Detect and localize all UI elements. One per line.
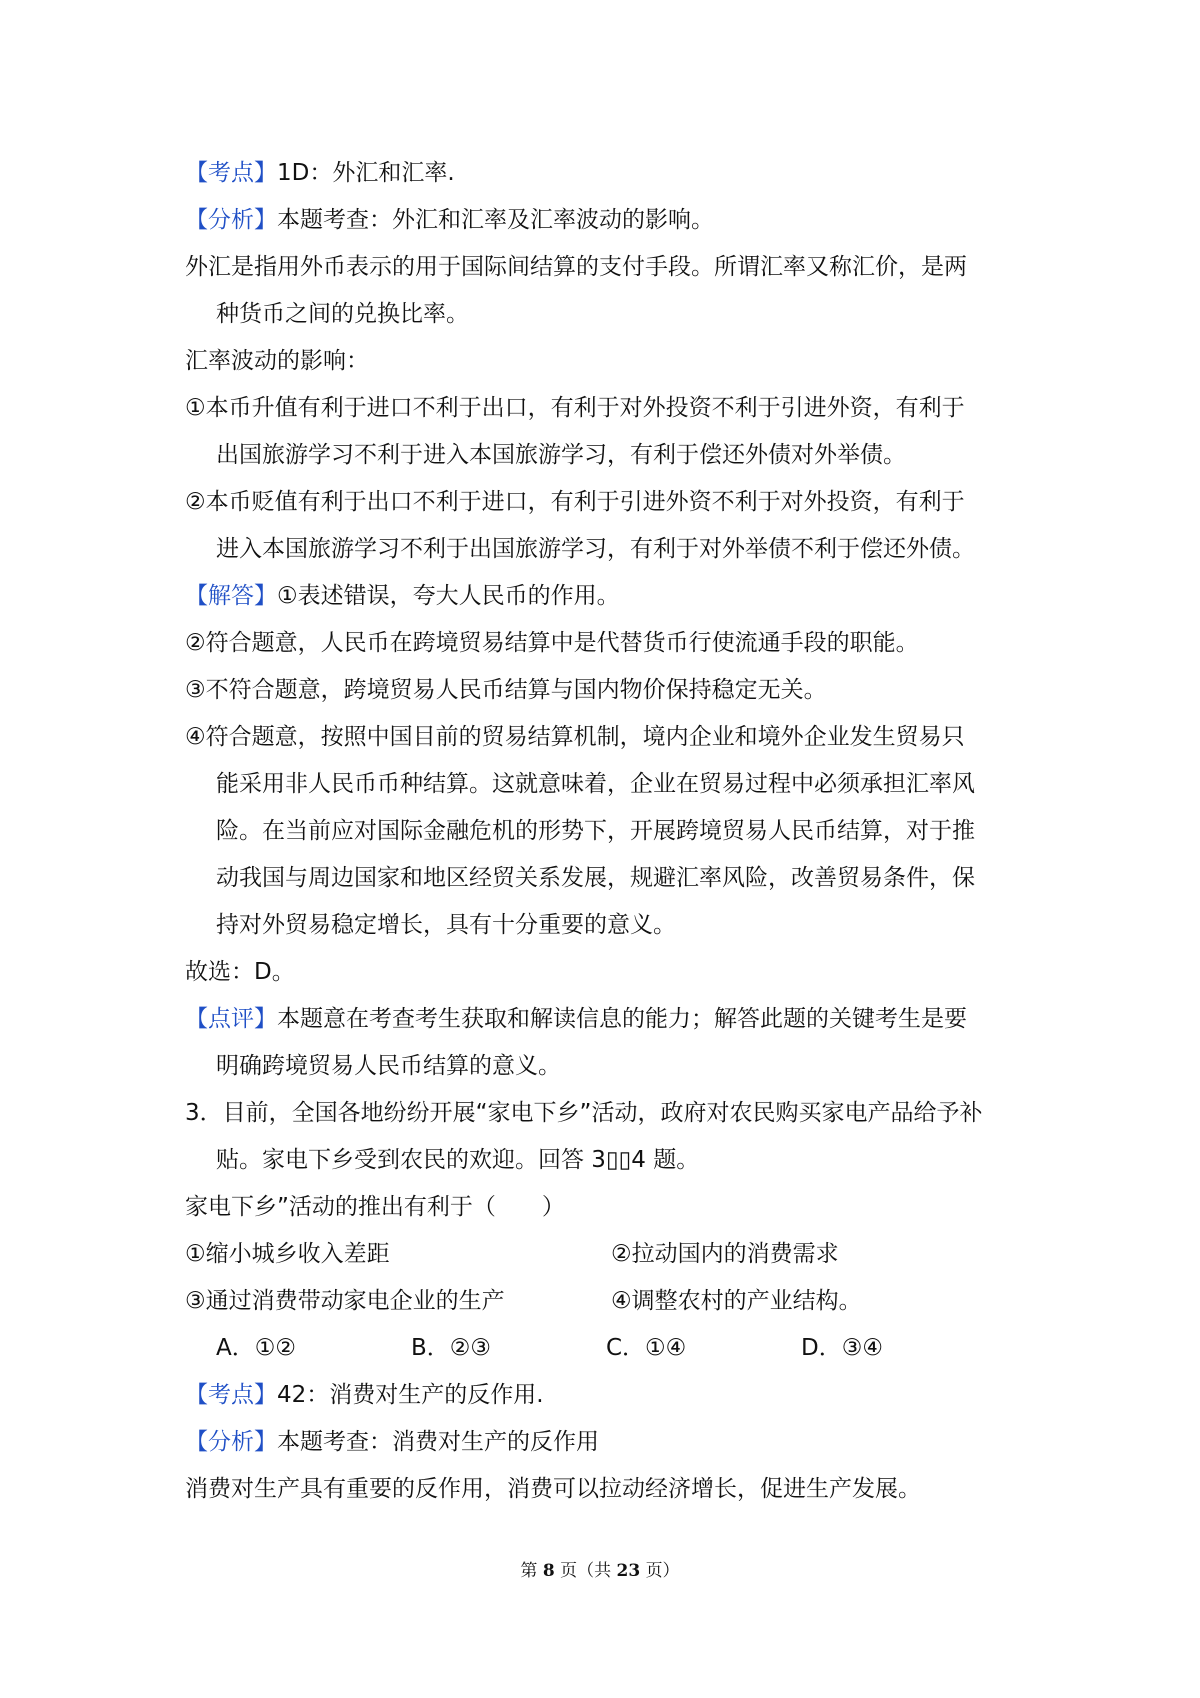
option-item: ④调整农村的产业结构。 [611,1288,862,1314]
choice-d: D．③④ [801,1335,883,1361]
fenxi-tag: 【分析】 [185,1429,277,1455]
footer-total-pages: 23 [616,1561,641,1581]
option-item: ②拉动国内的消费需求 [611,1241,839,1267]
paragraph-line: ③不符合题意，跨境贸易人民币结算与国内物价保持稳定无关。 [185,677,827,703]
paragraph-line: 进入本国旅游学习不利于出国旅游学习，有利于对外举债不利于偿还外债。 [216,536,975,562]
paragraph-line: ④符合题意，按照中国目前的贸易结算机制，境内企业和境外企业发生贸易只 [185,724,965,750]
option-row [185,1278,1035,1325]
paragraph-line: 动我国与周边国家和地区经贸关系发展，规避汇率风险，改善贸易条件，保 [216,865,975,891]
dianping-text: 本题意在考查考生获取和解读信息的能力；解答此题的关键考生是要 [277,1006,967,1032]
paragraph-line: 汇率波动的影响： [185,348,369,374]
paragraph-line: 能采用非人民币币种结算。这就意味着，企业在贸易过程中必须承担汇率风 [216,771,975,797]
option-row [185,1231,1035,1278]
kaodian-line [185,150,1035,197]
fenxi-line [185,197,1035,244]
choice-a: A．①② [216,1335,296,1361]
option-item: ①缩小城乡收入差距 [185,1241,390,1267]
kaodian-text: 1D：外汇和汇率. [277,160,455,186]
paragraph-line: 出国旅游学习不利于进入本国旅游学习，有利于偿还外债对外举债。 [216,442,906,468]
jieda-tag: 【解答】 [185,583,277,609]
paragraph-line: 外汇是指用外币表示的用于国际间结算的支付手段。所谓汇率又称汇价，是两 [185,254,967,280]
footer-prefix: 第 [520,1561,538,1581]
paragraph-line: ①本币升值有利于进口不利于出口，有利于对外投资不利于引进外资，有利于 [185,395,965,421]
fenxi-tag: 【分析】 [185,207,277,233]
choice-row [185,1325,1035,1372]
footer-suffix: 页） [645,1561,680,1581]
footer-page-number: 8 [542,1561,555,1581]
answer-line: 故选：D。 [185,959,295,985]
kaodian-tag: 【考点】 [185,1382,277,1408]
fenxi-line [185,1419,1035,1466]
paragraph-line: 种货币之间的兑换比率。 [216,301,469,327]
jieda-text: ①表述错误，夸大人民币的作用。 [277,583,620,609]
kaodian-line [185,1372,1035,1419]
page-content [185,150,1035,1513]
dianping-tag: 【点评】 [185,1006,277,1032]
paragraph-line: 明确跨境贸易人民币结算的意义。 [216,1053,561,1079]
paragraph-line: ②本币贬值有利于出口不利于进口，有利于引进外资不利于对外投资，有利于 [185,489,965,515]
dianping-line [185,996,1035,1043]
fenxi-text: 本题考查：外汇和汇率及汇率波动的影响。 [277,207,714,233]
kaodian-text: 42：消费对生产的反作用. [277,1382,544,1408]
page-footer [0,1556,1200,1581]
paragraph-line: 消费对生产具有重要的反作用，消费可以拉动经济增长，促进生产发展。 [185,1476,921,1502]
question-line: 3．目前，全国各地纷纷开展“家电下乡”活动，政府对农民购买家电产品给予补 [185,1100,983,1126]
choice-c: C．①④ [606,1335,687,1361]
option-item: ③通过消费带动家电企业的生产 [185,1288,505,1314]
jieda-line [185,573,1035,620]
question-line: 贴。家电下乡受到农民的欢迎。回答 3▯▯4 题。 [216,1147,700,1173]
paragraph-line: 险。在当前应对国际金融危机的形势下，开展跨境贸易人民币结算，对于推 [216,818,975,844]
fenxi-text: 本题考查：消费对生产的反作用 [277,1429,599,1455]
kaodian-tag: 【考点】 [185,160,277,186]
paragraph-line: ②符合题意，人民币在跨境贸易结算中是代替货币行使流通手段的职能。 [185,630,919,656]
paragraph-line: 持对外贸易稳定增长，具有十分重要的意义。 [216,912,676,938]
question-stem: 家电下乡”活动的推出有利于（ ） [185,1194,565,1220]
footer-mid: 页（共 [560,1561,612,1581]
choice-b: B．②③ [411,1335,492,1361]
